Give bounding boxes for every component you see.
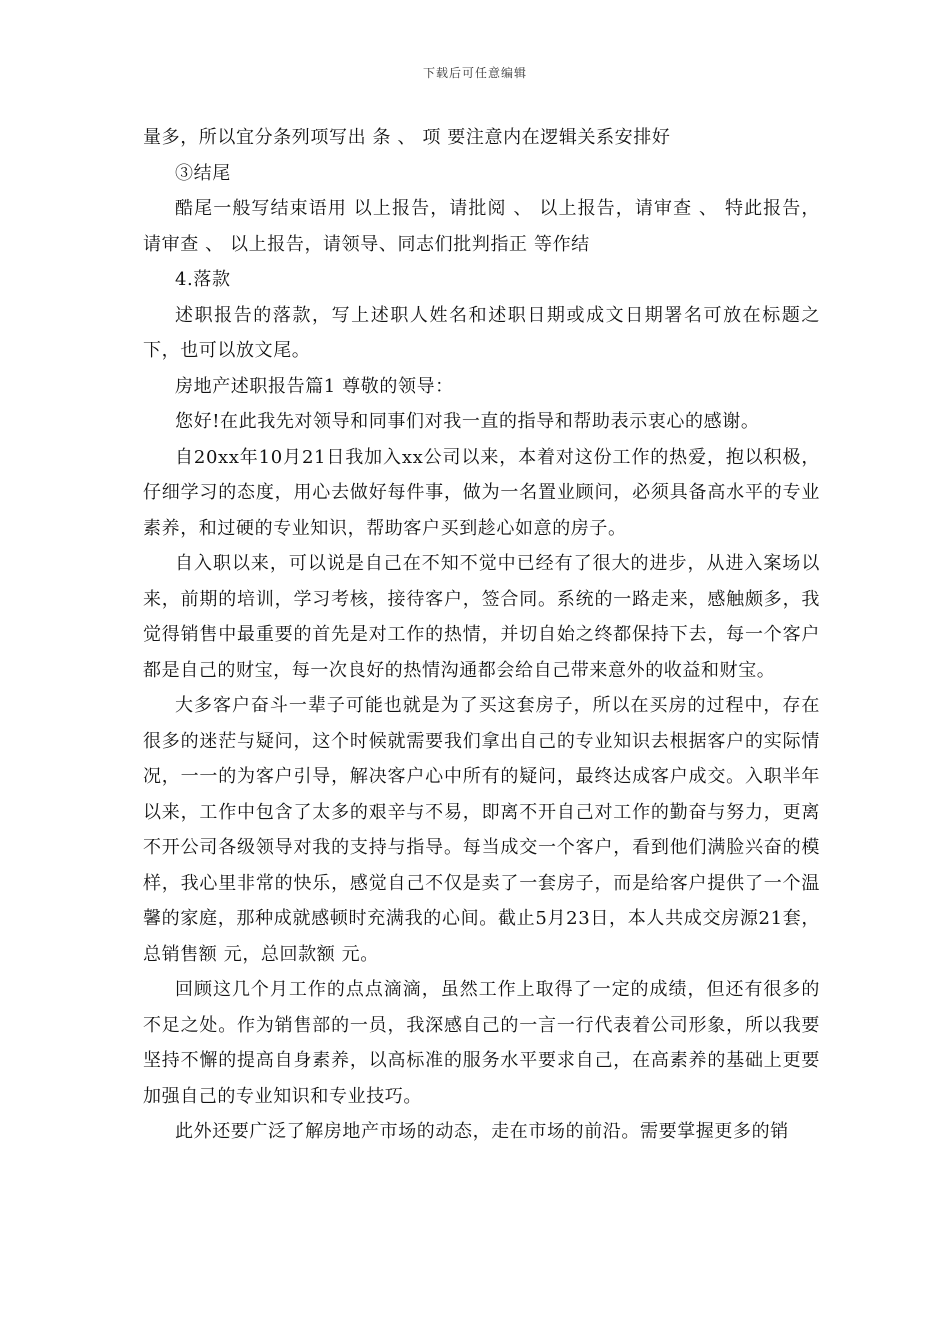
document-body: [143, 120, 820, 1150]
paragraph: 酷尾一般写结束语用 以上报告，请批阅 、 以上报告，请审查 、 特此报告，请审查 、 以上报告，请领导、同志们批判指正 等作结: [143, 198, 820, 255]
paragraph: 房地产述职报告篇1 尊敬的领导：: [175, 375, 454, 397]
paragraph: 述职报告的落款，写上述职人姓名和述职日期或成文日期署名可放在标题之下，也可以放文尾。: [143, 304, 820, 361]
paragraph: 4.落款: [175, 269, 231, 290]
paragraph: 回顾这几个月工作的点点滴滴，虽然工作上取得了一定的成绩，但还有很多的不足之处。作为销售部的一员，我深感自己的一言一行代表着公司形象，所以我要坚持不懈的提高自身素养，以高标准的服务水平要求自己，在高素养的基础上更要加强自己的专业知识和专业技巧。: [143, 979, 820, 1107]
paragraph: ③结尾: [175, 162, 231, 184]
paragraph: 您好!在此我先对领导和同事们对我一直的指导和帮助表示衷心的感谢。: [175, 411, 760, 432]
paragraph: 自入职以来，可以说是自己在不知不觉中已经有了很大的进步，从进入案场以来，前期的培训，学习考核，接待客户，签合同。系统的一路走来，感触颇多，我觉得销售中最重要的首先是对工作的热情，并切自始之终都保持下去，每一个客户都是自己的财宝，每一次良好的热情沟通都会给自己带来意外的收益和财宝。: [143, 553, 820, 681]
paragraph: 量多，所以宜分条列项写出 条 、 项 要注意内在逻辑关系安排好: [143, 127, 671, 148]
paragraph: 自20xx年10月21日我加入xx公司以来，本着对这份工作的热爱，抱以积极，仔细学习的态度，用心去做好每件事，做为一名置业顾问，必须具备高水平的专业素养，和过硬的专业知识，帮助客户买到趁心如意的房子。: [143, 446, 820, 539]
page-header: 下载后可任意编辑: [422, 66, 527, 80]
paragraph: 大多客户奋斗一辈子可能也就是为了买这套房子，所以在买房的过程中，存在很多的迷茫与疑问，这个时候就需要我们拿出自己的专业知识去根据客户的实际情况，一一的为客户引导，解决客户心中所有的疑问，最终达成客户成交。入职半年以来，工作中包含了太多的艰辛与不易，即离不开自己对工作的勤奋与努力，更离不开公司各级领导对我的支持与指导。每当成交一个客户，看到他们满脸兴奋的模样，我心里非常的快乐，感觉自己不仅是卖了一套房子，而是给客户提供了一个温馨的家庭，那种成就感顿时充满我的心间。截止5月23日，本人共成交房源21套，总销售额 元，总回款额 元。: [143, 695, 820, 965]
paragraph: 此外还要广泛了解房地产市场的动态，走在市场的前沿。需要掌握更多的销: [175, 1121, 789, 1142]
